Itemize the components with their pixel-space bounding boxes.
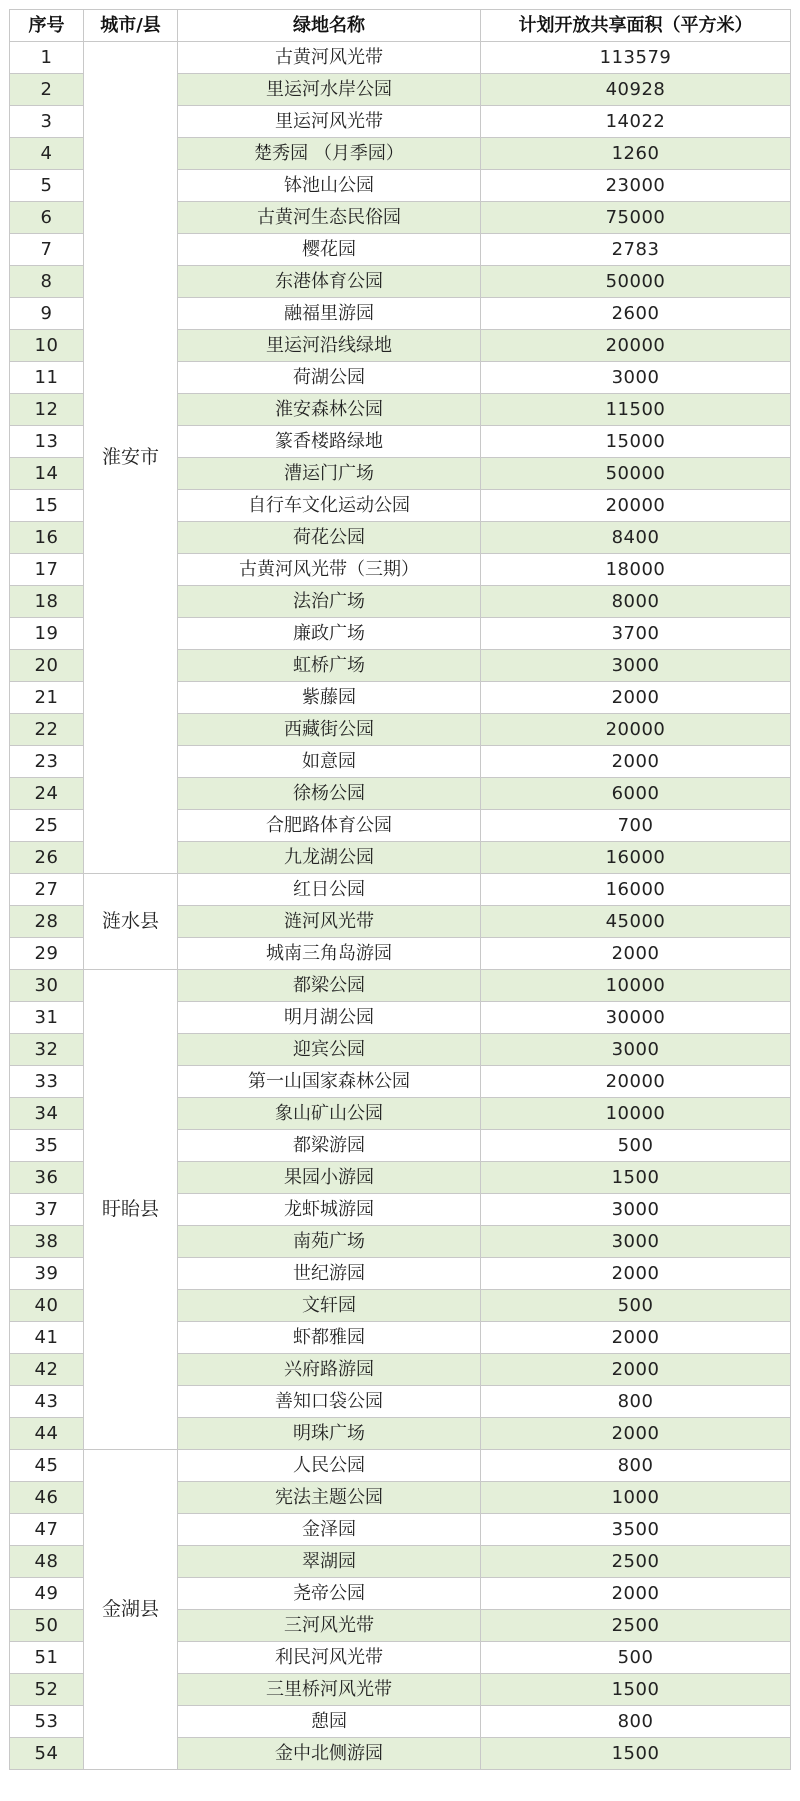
row-index-cell: 36	[10, 1162, 84, 1194]
park-name-cell: 象山矿山公园	[178, 1098, 481, 1130]
park-name-cell: 善知口袋公园	[178, 1386, 481, 1418]
row-index-cell: 21	[10, 682, 84, 714]
open-area-cell: 3000	[481, 650, 791, 682]
city-county-cell: 盱眙县	[84, 970, 178, 1450]
open-area-cell: 500	[481, 1290, 791, 1322]
open-area-cell: 3500	[481, 1514, 791, 1546]
open-area-cell: 3000	[481, 1194, 791, 1226]
open-area-cell: 8000	[481, 586, 791, 618]
open-area-cell: 6000	[481, 778, 791, 810]
open-area-cell: 2000	[481, 1258, 791, 1290]
park-name-cell: 合肥路体育公园	[178, 810, 481, 842]
open-area-cell: 75000	[481, 202, 791, 234]
row-index-cell: 41	[10, 1322, 84, 1354]
open-area-cell: 2783	[481, 234, 791, 266]
park-name-cell: 人民公园	[178, 1450, 481, 1482]
open-area-cell: 2000	[481, 746, 791, 778]
row-index-cell: 5	[10, 170, 84, 202]
row-index-cell: 6	[10, 202, 84, 234]
row-index-cell: 10	[10, 330, 84, 362]
open-area-cell: 3700	[481, 618, 791, 650]
open-area-cell: 50000	[481, 266, 791, 298]
open-area-cell: 113579	[481, 42, 791, 74]
row-index-cell: 13	[10, 426, 84, 458]
open-area-cell: 500	[481, 1642, 791, 1674]
open-area-cell: 3000	[481, 362, 791, 394]
open-area-cell: 500	[481, 1130, 791, 1162]
table-body	[10, 42, 791, 1770]
park-name-cell: 文轩园	[178, 1290, 481, 1322]
park-name-cell: 古黄河风光带	[178, 42, 481, 74]
park-name-cell: 法治广场	[178, 586, 481, 618]
open-area-cell: 800	[481, 1386, 791, 1418]
park-name-cell: 篆香楼路绿地	[178, 426, 481, 458]
park-name-cell: 樱花园	[178, 234, 481, 266]
park-name-cell: 里运河水岸公园	[178, 74, 481, 106]
park-name-cell: 荷湖公园	[178, 362, 481, 394]
row-index-cell: 20	[10, 650, 84, 682]
row-index-cell: 34	[10, 1098, 84, 1130]
park-name-cell: 虾都雅园	[178, 1322, 481, 1354]
park-name-cell: 融福里游园	[178, 298, 481, 330]
open-area-cell: 16000	[481, 842, 791, 874]
table-row	[10, 970, 791, 1002]
park-name-cell: 涟河风光带	[178, 906, 481, 938]
park-name-cell: 都梁公园	[178, 970, 481, 1002]
row-index-cell: 37	[10, 1194, 84, 1226]
open-area-cell: 2600	[481, 298, 791, 330]
row-index-cell: 1	[10, 42, 84, 74]
park-name-cell: 西藏街公园	[178, 714, 481, 746]
open-area-cell: 20000	[481, 714, 791, 746]
park-name-cell: 宪法主题公园	[178, 1482, 481, 1514]
row-index-cell: 25	[10, 810, 84, 842]
park-name-cell: 世纪游园	[178, 1258, 481, 1290]
row-index-cell: 16	[10, 522, 84, 554]
open-area-cell: 50000	[481, 458, 791, 490]
park-name-cell: 尧帝公园	[178, 1578, 481, 1610]
row-index-cell: 22	[10, 714, 84, 746]
park-name-cell: 都梁游园	[178, 1130, 481, 1162]
row-index-cell: 23	[10, 746, 84, 778]
open-area-cell: 11500	[481, 394, 791, 426]
open-area-cell: 10000	[481, 970, 791, 1002]
open-area-cell: 3000	[481, 1226, 791, 1258]
park-name-cell: 果园小游园	[178, 1162, 481, 1194]
row-index-cell: 32	[10, 1034, 84, 1066]
park-name-cell: 第一山国家森林公园	[178, 1066, 481, 1098]
park-name-cell: 楚秀园 （月季园）	[178, 138, 481, 170]
row-index-cell: 42	[10, 1354, 84, 1386]
row-index-cell: 18	[10, 586, 84, 618]
row-index-cell: 26	[10, 842, 84, 874]
open-area-cell: 2000	[481, 938, 791, 970]
open-area-cell: 2500	[481, 1610, 791, 1642]
open-area-cell: 1000	[481, 1482, 791, 1514]
park-name-cell: 三河风光带	[178, 1610, 481, 1642]
park-name-cell: 明月湖公园	[178, 1002, 481, 1034]
table-row	[10, 42, 791, 74]
open-area-cell: 2000	[481, 1322, 791, 1354]
row-index-cell: 44	[10, 1418, 84, 1450]
park-name-cell: 荷花公园	[178, 522, 481, 554]
park-name-cell: 紫藤园	[178, 682, 481, 714]
row-index-cell: 49	[10, 1578, 84, 1610]
row-index-cell: 31	[10, 1002, 84, 1034]
row-index-cell: 14	[10, 458, 84, 490]
open-area-cell: 1500	[481, 1674, 791, 1706]
park-name-cell: 龙虾城游园	[178, 1194, 481, 1226]
row-index-cell: 48	[10, 1546, 84, 1578]
row-index-cell: 12	[10, 394, 84, 426]
park-name-cell: 漕运门广场	[178, 458, 481, 490]
open-area-cell: 14022	[481, 106, 791, 138]
open-area-cell: 800	[481, 1450, 791, 1482]
row-index-cell: 11	[10, 362, 84, 394]
park-name-cell: 自行车文化运动公园	[178, 490, 481, 522]
park-name-cell: 九龙湖公园	[178, 842, 481, 874]
park-name-cell: 翠湖园	[178, 1546, 481, 1578]
row-index-cell: 8	[10, 266, 84, 298]
open-area-cell: 18000	[481, 554, 791, 586]
city-county-cell: 金湖县	[84, 1450, 178, 1770]
row-index-cell: 2	[10, 74, 84, 106]
row-index-cell: 17	[10, 554, 84, 586]
open-area-cell: 40928	[481, 74, 791, 106]
park-name-cell: 廉政广场	[178, 618, 481, 650]
park-name-cell: 如意园	[178, 746, 481, 778]
park-name-cell: 南苑广场	[178, 1226, 481, 1258]
open-area-cell: 30000	[481, 1002, 791, 1034]
header-park-name: 绿地名称	[178, 10, 481, 42]
park-name-cell: 里运河沿线绿地	[178, 330, 481, 362]
row-index-cell: 29	[10, 938, 84, 970]
open-area-cell: 2500	[481, 1546, 791, 1578]
city-county-cell: 淮安市	[84, 42, 178, 874]
open-area-cell: 1500	[481, 1162, 791, 1194]
open-area-cell: 10000	[481, 1098, 791, 1130]
row-index-cell: 3	[10, 106, 84, 138]
park-name-cell: 金中北侧游园	[178, 1738, 481, 1770]
header-city: 城市/县	[84, 10, 178, 42]
row-index-cell: 9	[10, 298, 84, 330]
park-name-cell: 憩园	[178, 1706, 481, 1738]
row-index-cell: 27	[10, 874, 84, 906]
park-name-cell: 里运河风光带	[178, 106, 481, 138]
park-name-cell: 明珠广场	[178, 1418, 481, 1450]
row-index-cell: 46	[10, 1482, 84, 1514]
row-index-cell: 53	[10, 1706, 84, 1738]
city-county-cell: 涟水县	[84, 874, 178, 970]
open-area-cell: 20000	[481, 490, 791, 522]
row-index-cell: 54	[10, 1738, 84, 1770]
table-row	[10, 1450, 791, 1482]
open-area-cell: 2000	[481, 1578, 791, 1610]
open-area-cell: 2000	[481, 1418, 791, 1450]
row-index-cell: 45	[10, 1450, 84, 1482]
row-index-cell: 24	[10, 778, 84, 810]
park-name-cell: 红日公园	[178, 874, 481, 906]
table-header-row	[10, 10, 791, 42]
header-open-area: 计划开放共享面积（平方米）	[481, 10, 791, 42]
open-area-cell: 1260	[481, 138, 791, 170]
row-index-cell: 15	[10, 490, 84, 522]
open-area-cell: 45000	[481, 906, 791, 938]
open-area-cell: 2000	[481, 682, 791, 714]
open-area-cell: 8400	[481, 522, 791, 554]
park-name-cell: 兴府路游园	[178, 1354, 481, 1386]
row-index-cell: 51	[10, 1642, 84, 1674]
park-name-cell: 迎宾公园	[178, 1034, 481, 1066]
row-index-cell: 47	[10, 1514, 84, 1546]
row-index-cell: 28	[10, 906, 84, 938]
row-index-cell: 52	[10, 1674, 84, 1706]
park-name-cell: 城南三角岛游园	[178, 938, 481, 970]
open-area-cell: 800	[481, 1706, 791, 1738]
row-index-cell: 38	[10, 1226, 84, 1258]
open-area-cell: 20000	[481, 330, 791, 362]
open-area-cell: 3000	[481, 1034, 791, 1066]
row-index-cell: 7	[10, 234, 84, 266]
park-name-cell: 钵池山公园	[178, 170, 481, 202]
open-area-cell: 15000	[481, 426, 791, 458]
open-area-cell: 16000	[481, 874, 791, 906]
park-name-cell: 古黄河风光带（三期）	[178, 554, 481, 586]
row-index-cell: 35	[10, 1130, 84, 1162]
green-space-table-container	[9, 9, 790, 1770]
park-name-cell: 徐杨公园	[178, 778, 481, 810]
row-index-cell: 50	[10, 1610, 84, 1642]
open-area-cell: 2000	[481, 1354, 791, 1386]
open-area-cell: 20000	[481, 1066, 791, 1098]
green-space-table	[9, 9, 791, 1770]
row-index-cell: 40	[10, 1290, 84, 1322]
park-name-cell: 淮安森林公园	[178, 394, 481, 426]
park-name-cell: 古黄河生态民俗园	[178, 202, 481, 234]
open-area-cell: 23000	[481, 170, 791, 202]
row-index-cell: 39	[10, 1258, 84, 1290]
header-index: 序号	[10, 10, 84, 42]
row-index-cell: 30	[10, 970, 84, 1002]
row-index-cell: 4	[10, 138, 84, 170]
park-name-cell: 东港体育公园	[178, 266, 481, 298]
row-index-cell: 43	[10, 1386, 84, 1418]
row-index-cell: 33	[10, 1066, 84, 1098]
park-name-cell: 金泽园	[178, 1514, 481, 1546]
park-name-cell: 虹桥广场	[178, 650, 481, 682]
park-name-cell: 三里桥河风光带	[178, 1674, 481, 1706]
open-area-cell: 1500	[481, 1738, 791, 1770]
park-name-cell: 利民河风光带	[178, 1642, 481, 1674]
row-index-cell: 19	[10, 618, 84, 650]
open-area-cell: 700	[481, 810, 791, 842]
table-row	[10, 874, 791, 906]
